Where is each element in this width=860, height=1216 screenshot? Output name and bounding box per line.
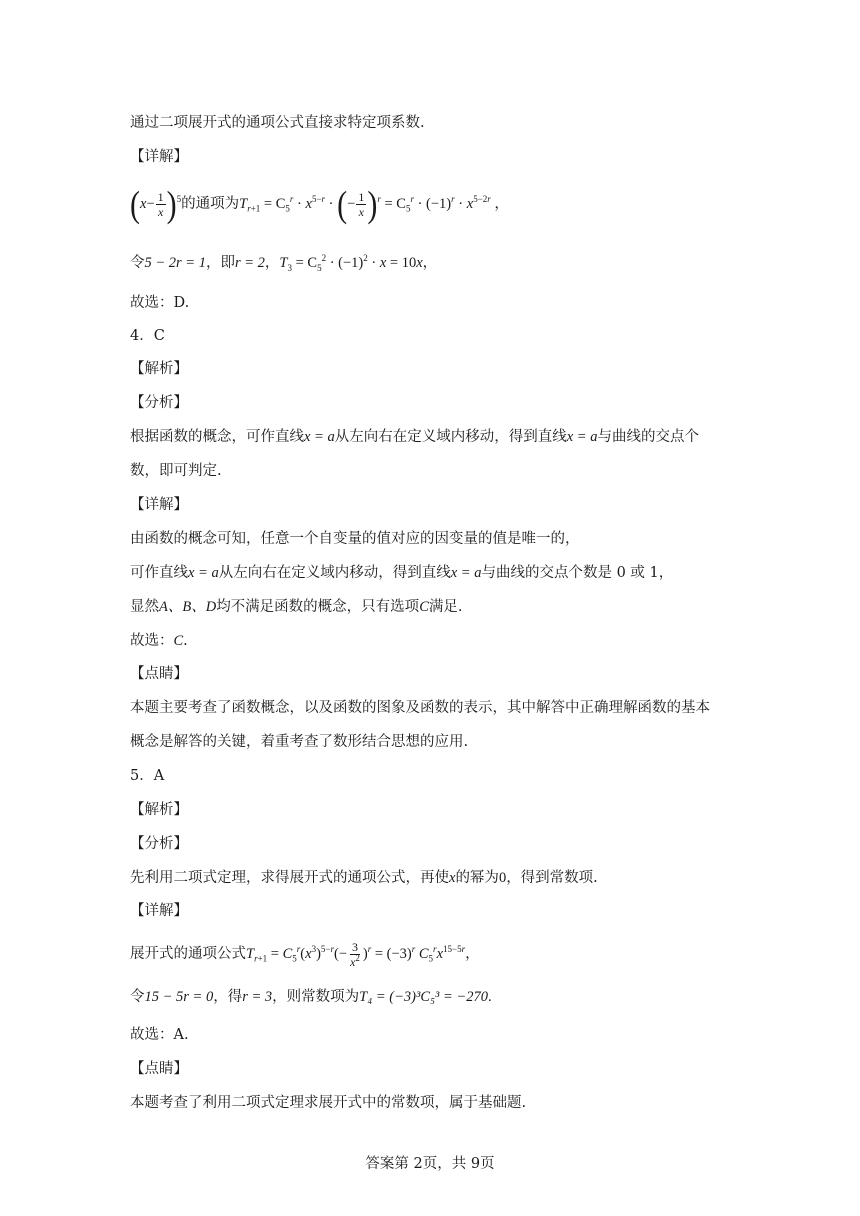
question-number: 5．A bbox=[130, 768, 165, 784]
formula-line: 令15 − 5r = 0，得r = 3，则常数项为T₄ = (−3)³C₅³ = −270. bbox=[130, 989, 492, 1005]
section-heading: 【详解】 bbox=[130, 497, 188, 513]
text-line: 由函数的概念可知，任意一个自变量的值对应的因变量的值是唯一的， bbox=[130, 531, 580, 547]
text-line: 故选：C. bbox=[130, 633, 188, 649]
formula-text: 的通项为 bbox=[181, 195, 240, 212]
section-heading: 【解析】 bbox=[130, 361, 188, 377]
question-number: 4．C bbox=[130, 328, 165, 344]
equation: r = 2 bbox=[234, 255, 265, 271]
text-line: 显然A、B、D均不满足函数的概念，只有选项C满足. bbox=[130, 599, 463, 615]
section-heading: 【详解】 bbox=[130, 149, 188, 165]
formula-line: 展开式的通项公式$T_{r+1} = C_5^r(x^3)^{5-r}(-$ $\frac{3}{x^2}$ )$^r = (-3)^r$ $C_5^rx^{15-5r}$， bbox=[130, 940, 480, 969]
equation: 5 − 2r = 1 bbox=[144, 255, 206, 271]
text-line: 故选：A. bbox=[130, 1027, 189, 1043]
text-line: 概念是解答的关键，着重考查了数形结合思想的应用. bbox=[130, 734, 469, 750]
formula-line: 令5 − 2r = 1，即r = 2，$T_3 = C_5^2 \cdot (-1)^2 \cdot x = 10x$， bbox=[130, 253, 438, 273]
text-line: 数，即可判定. bbox=[130, 463, 222, 479]
text-line: 故选：D. bbox=[130, 295, 190, 311]
text-line: 本题主要考查了函数概念，以及函数的图象及函数的表示，其中解答中正确理解函数的基本 bbox=[130, 700, 710, 716]
formula-line: (x− $\frac{1}{x}$ )$^5$的通项为$T_{r+1} = C_5^r \cdot x^{5-r}$ · (− $\frac{1}{x}$ )$^r = C_5^r \cdot (-1)^r \cdot x^{5-2r}$ ， bbox=[130, 183, 509, 225]
section-heading: 【分析】 bbox=[130, 395, 188, 411]
text-line: 可作直线x = a从左向右在定义域内移动，得到直线x = a与曲线的交点个数是 0 或 1， bbox=[130, 565, 674, 581]
section-heading: 【点睛】 bbox=[130, 1061, 188, 1077]
section-heading: 【详解】 bbox=[130, 903, 188, 919]
section-heading: 【分析】 bbox=[130, 836, 188, 852]
page-footer: 答案第 2页，共 9页 bbox=[365, 1156, 495, 1172]
text-line: 先利用二项式定理，求得展开式的通项公式，再使x的幂为0，得到常数项. bbox=[130, 870, 598, 886]
section-heading: 【解析】 bbox=[130, 802, 188, 818]
text-line: 本题考查了利用二项式定理求展开式中的常数项，属于基础题. bbox=[130, 1095, 527, 1111]
text-line: 通过二项展开式的通项公式直接求特定项系数. bbox=[130, 115, 425, 131]
text-line: 根据函数的概念，可作直线x = a从左向右在定义域内移动，得到直线x = a与曲线的交点个 bbox=[130, 429, 699, 445]
section-heading: 【点睛】 bbox=[130, 666, 188, 682]
